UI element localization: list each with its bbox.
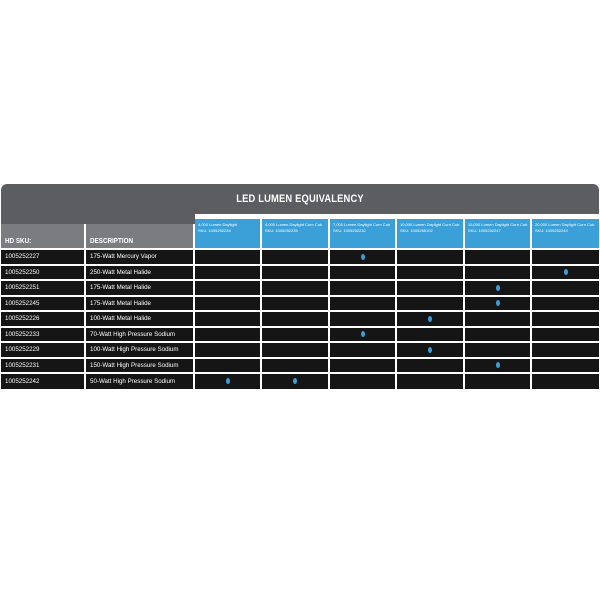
led-match-cell (464, 249, 531, 265)
led-match-cell (464, 280, 531, 296)
table-row (1, 311, 599, 327)
sku-cell: 1005252245 (1, 296, 85, 312)
description-cell: 175-Watt Mercury Vapor (85, 249, 194, 265)
led-match-cell (261, 296, 329, 312)
led-match-cell (261, 373, 329, 389)
match-dot-icon (496, 300, 500, 306)
led-match-cell (194, 358, 261, 374)
header-row (1, 219, 599, 249)
led-column-header: 15,000 Lumen Daylight Corn Cob SKU: 1005252247 (464, 219, 531, 249)
match-dot-icon (428, 316, 432, 322)
led-match-cell (531, 342, 599, 358)
sku-cell: 1005252251 (1, 280, 85, 296)
led-match-cell (261, 249, 329, 265)
match-dot-icon (564, 269, 568, 275)
description-cell: 150-Watt High Pressure Sodium (85, 358, 194, 374)
description-cell: 175-Watt Metal Halide (85, 296, 194, 312)
led-match-cell (531, 296, 599, 312)
sku-cell: 1005252229 (1, 342, 85, 358)
table-row (1, 280, 599, 296)
led-match-cell (329, 373, 396, 389)
match-dot-icon (496, 362, 500, 368)
led-match-cell (329, 327, 396, 343)
led-match-cell (329, 265, 396, 281)
led-match-cell (194, 342, 261, 358)
led-column-header: 7,000 Lumen Daylight Corn Cob SKU: 1005252232 (329, 219, 396, 249)
led-match-cell (329, 311, 396, 327)
led-match-cell (464, 373, 531, 389)
led-column-header: 20,000 Lumen Daylight Corn Cob SKU: 1005252249 (531, 219, 599, 249)
led-match-cell (531, 265, 599, 281)
sku-cell: 1005252231 (1, 358, 85, 374)
led-match-cell (464, 311, 531, 327)
description-cell: 100-Watt Metal Halide (85, 311, 194, 327)
match-dot-icon (226, 378, 230, 384)
led-match-cell (396, 296, 464, 312)
led-match-cell (261, 327, 329, 343)
match-dot-icon (293, 378, 297, 384)
description-column-header: DESCRIPTION (85, 219, 194, 249)
led-match-cell (396, 249, 464, 265)
led-match-cell (531, 373, 599, 389)
match-dot-icon (361, 331, 365, 337)
led-match-cell (396, 373, 464, 389)
led-match-cell (464, 265, 531, 281)
led-match-cell (261, 358, 329, 374)
led-match-cell (396, 265, 464, 281)
sku-cell: 1005252226 (1, 311, 85, 327)
led-match-cell (194, 311, 261, 327)
match-dot-icon (428, 347, 432, 353)
led-match-cell (531, 280, 599, 296)
led-match-cell (194, 249, 261, 265)
led-match-cell (396, 311, 464, 327)
led-match-cell (464, 327, 531, 343)
description-cell: 175-Watt Metal Halide (85, 280, 194, 296)
led-match-cell (261, 280, 329, 296)
led-match-cell (396, 280, 464, 296)
table-row (1, 358, 599, 374)
equivalency-table (1, 214, 599, 389)
led-match-cell (329, 280, 396, 296)
table-row (1, 342, 599, 358)
led-column-header: 4,000 Lumen Daylight Corn Cob SKU: 1005252235 (261, 219, 329, 249)
sku-cell: 1005252227 (1, 249, 85, 265)
led-column-header: 4,000 Lumen Daylight SKU: 1005252234 (194, 219, 261, 249)
led-match-cell (261, 265, 329, 281)
led-match-cell (531, 327, 599, 343)
description-cell: 100-Watt High Pressure Sodium (85, 342, 194, 358)
led-match-cell (194, 296, 261, 312)
table-row (1, 265, 599, 281)
sku-cell: 1005252233 (1, 327, 85, 343)
led-match-cell (531, 311, 599, 327)
table-row (1, 296, 599, 312)
led-match-cell (464, 296, 531, 312)
led-match-cell (194, 265, 261, 281)
match-dot-icon (496, 285, 500, 291)
led-match-cell (396, 358, 464, 374)
led-match-cell (396, 342, 464, 358)
description-cell: 250-Watt Metal Halide (85, 265, 194, 281)
table-row (1, 249, 599, 265)
led-match-cell (194, 280, 261, 296)
led-match-cell (261, 311, 329, 327)
chart-title: LED LUMEN EQUIVALENCY (236, 193, 364, 205)
description-cell: 70-Watt High Pressure Sodium (85, 327, 194, 343)
led-match-cell (464, 342, 531, 358)
led-match-cell (464, 358, 531, 374)
led-match-cell (531, 358, 599, 374)
led-match-cell (396, 327, 464, 343)
lumen-equivalency-chart (1, 184, 599, 390)
led-match-cell (329, 249, 396, 265)
sku-cell: 1005252250 (1, 265, 85, 281)
table-row (1, 327, 599, 343)
sku-cell: 1005252242 (1, 373, 85, 389)
chart-title-bar (1, 184, 599, 214)
led-match-cell (194, 327, 261, 343)
led-column-header: 10,000 Lumen Daylight Corn Cob SKU: 1005265102 (396, 219, 464, 249)
led-match-cell (329, 296, 396, 312)
match-dot-icon (361, 254, 365, 260)
led-match-cell (531, 249, 599, 265)
led-match-cell (194, 373, 261, 389)
description-cell: 50-Watt High Pressure Sodium (85, 373, 194, 389)
sku-column-header: HD SKU: (1, 219, 85, 249)
led-match-cell (329, 342, 396, 358)
led-match-cell (261, 342, 329, 358)
table-row (1, 373, 599, 389)
led-match-cell (329, 358, 396, 374)
